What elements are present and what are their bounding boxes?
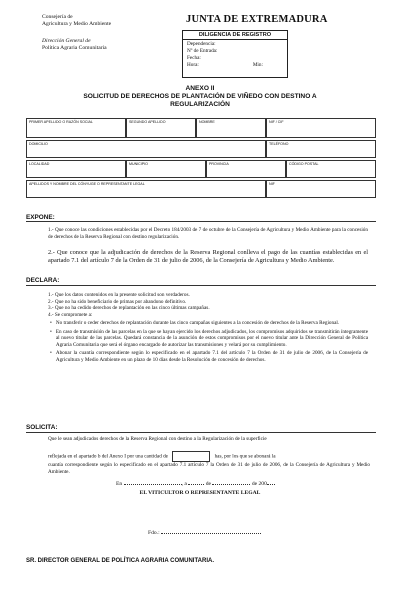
- bullet-icon: •: [50, 320, 52, 326]
- field-provincia[interactable]: [206, 160, 286, 178]
- direction-name: [42, 38, 107, 51]
- declara-point-3: 3.- Que no ha cedido derechos de replantación en las cinco últimas campañas.: [48, 305, 210, 312]
- label-nif: NIF / CIF: [269, 120, 284, 124]
- page-title: [20, 93, 380, 109]
- label-nombre: NOMBRE: [199, 120, 215, 124]
- label-de-1: de: [205, 481, 211, 487]
- label-codigo-postal: CÓDIGO POSTAL: [289, 162, 319, 166]
- addressee: SR. DIRECTOR GENERAL DE POLÍTICA AGRARIA COMUNITARIA.: [26, 558, 215, 564]
- registro-box: [182, 30, 288, 78]
- label-de-2: de 200: [251, 481, 267, 487]
- day-input[interactable]: [188, 484, 204, 485]
- label-localidad: LOCALIDAD: [29, 162, 50, 166]
- registro-hora: Hora:: [187, 62, 199, 68]
- divider: [26, 432, 376, 433]
- divider: [26, 221, 376, 222]
- title-line-2: REGULARIZACIÓN: [170, 101, 230, 108]
- dir-line-2: Política Agraria Comunitaria: [42, 44, 107, 51]
- field-codigo-postal[interactable]: [286, 160, 376, 178]
- solicita-line-1: Que le sean adjudicados derechos de la Reserva Regional con destino a la Regularización de la superficie: [48, 436, 267, 442]
- field-conyuge[interactable]: [26, 180, 266, 198]
- month-input[interactable]: [212, 484, 250, 485]
- label-municipio: MUNICIPIO: [129, 162, 148, 166]
- signer-title: EL VITICULTOR O REPRESENTANTE LEGAL: [139, 490, 261, 496]
- bullet-icon: •: [50, 350, 52, 357]
- hectares-input[interactable]: [172, 451, 210, 462]
- year-input[interactable]: [267, 484, 275, 485]
- field-nif-representante[interactable]: [266, 180, 376, 198]
- label-provincia: PROVINCIA: [209, 162, 229, 166]
- label-telefono: TELÉFONO: [269, 142, 289, 146]
- label-a: , a: [181, 481, 187, 487]
- expone-point-2: 2.- Que conoce que la adjudicación de derechos de la Reserva Regional conlleva el pago de las cuantías establecidas en el apartado 7.1 del artículo 7 de la Orden de 31 de julio de 2006, de la Consejería de Agricultura y Medio Ambiente.: [48, 249, 368, 264]
- place-date-line: [116, 481, 275, 487]
- dept-line-1: Consejería de: [42, 14, 73, 20]
- label-domicilio: DOMICILIO: [29, 142, 48, 146]
- registro-dependencia: Dependencia:: [187, 41, 216, 47]
- anexo-label: ANEXO II: [185, 85, 215, 92]
- label-conyuge: APELLIDOS Y NOMBRE DEL CÓNYUGE O REPRESENTANTE LEGAL: [29, 182, 145, 186]
- field-razon-social[interactable]: [26, 118, 126, 138]
- field-telefono[interactable]: [266, 140, 376, 158]
- label-en: En: [116, 481, 123, 487]
- label-fdo: Fdo.:: [148, 530, 160, 536]
- applicant-form: [26, 118, 376, 200]
- expone-heading: EXPONE:: [26, 214, 55, 221]
- divider: [26, 285, 376, 286]
- solicita-heading: SOLICITA:: [26, 424, 58, 431]
- declara-point-2: 2.- Que no ha sido beneficiario de primas por abandono definitivo.: [48, 298, 187, 305]
- department-name: [42, 14, 111, 27]
- signature-input[interactable]: [161, 533, 261, 534]
- registro-min: Min:: [252, 62, 263, 68]
- declara-point-1: 1.- Que los datos contenidos en la presente solicitud son verdaderos.: [48, 292, 190, 298]
- place-input[interactable]: [124, 484, 182, 485]
- declara-commitments: [50, 320, 368, 364]
- solicita-line-2: [48, 451, 370, 462]
- field-nif[interactable]: [266, 118, 376, 138]
- solicita-text-b: has, por los que se abonará la: [214, 453, 276, 460]
- commitment-3: Abonar la cuantía correspondiente según lo especificado en el apartado 7.1 del artículo 7 la Orden de 31 de julio de 2006, de la Consejería de Agricultura y Medio Ambiente en un plazo de 10 días desde la Resolución de concesión de derechos.: [55, 350, 368, 363]
- dir-line-1: Dirección General de: [42, 38, 91, 44]
- registro-fecha: Fecha:: [187, 55, 201, 61]
- field-segundo-apellido[interactable]: [126, 118, 196, 138]
- registro-title: DILIGENCIA DE REGISTRO: [198, 32, 272, 38]
- declara-point-4: 4.- Se compromete a:: [48, 311, 93, 318]
- label-segundo-apellido: SEGUNDO APELLIDO: [129, 120, 166, 124]
- field-domicilio[interactable]: [26, 140, 266, 158]
- field-municipio[interactable]: [126, 160, 206, 178]
- dept-line-2: Agricultura y Medio Ambiente: [42, 20, 112, 27]
- government-title: JUNTA DE EXTREMADURA: [186, 14, 328, 25]
- field-nombre[interactable]: [196, 118, 266, 138]
- title-line-1: SOLICITUD DE DERECHOS DE PLANTACIÓN DE VIÑEDO CON DESTINO A: [83, 93, 317, 100]
- expone-point-1: 1.- Que conoce las condiciones establecidas por el Decreto 184/2003 de 7 de octubre de la Consejería de Agricultura y Medio Ambiente para la concesión de derechos de la Reserva Regional con destino regularización.: [48, 227, 368, 240]
- commitment-2: En caso de transmisión de las parcelas en la que se hayan ejercido los derechos adjudicados, los compromisos adquiridos se transmitirán íntegramente al nuevo titular de las parcelas. Quedará constancia de la asunción de estos compromisos por el nuevo titular ante la Dirección General de Política Agraria Comunitaria que será el órgano encargado de autorizar las transmisiones y velará por su cumplimiento.: [55, 328, 368, 348]
- label-razon-social: PRIMER APELLIDO O RAZÓN SOCIAL: [29, 120, 93, 124]
- declara-heading: DECLARA:: [26, 277, 60, 284]
- solicita-text-a: reflejada en el apartado b del Anexo I por una cantidad de: [48, 453, 168, 460]
- label-nif-representante: NIF: [269, 182, 275, 186]
- registro-entrada: Nº de Entrada:: [187, 48, 218, 54]
- bullet-icon: •: [50, 328, 52, 335]
- signature-line: [148, 530, 261, 536]
- field-localidad[interactable]: [26, 160, 126, 178]
- solicita-line-3: cuantía correspondiente según lo especificado en el apartado 7.1 artículo 7 la Orden de 31 de julio de 2006, de la Consejería de Agricultura y Medio Ambiente.: [48, 462, 370, 475]
- commitment-1: No transferir o ceder derechos de replantación durante las cinco campañas siguientes a la concesión de derechos de la Reserva Regional.: [55, 320, 340, 326]
